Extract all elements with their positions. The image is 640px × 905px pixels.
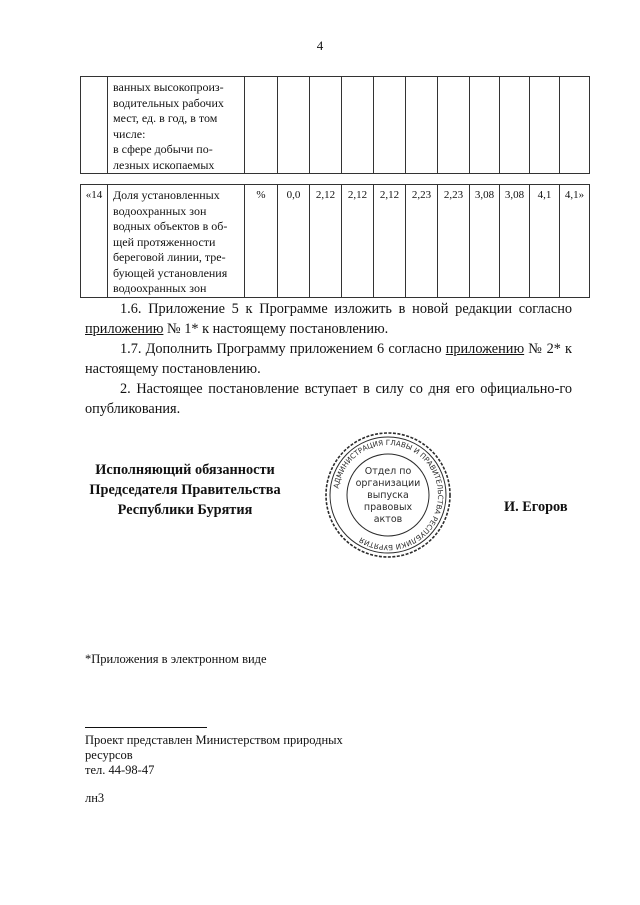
table-row (81, 185, 590, 298)
official-stamp (323, 430, 453, 560)
footer-project-line: Проект представлен Министерством природных (85, 733, 343, 747)
signature-title-line: Председателя Правительства (89, 482, 281, 498)
stamp-line: актов (373, 514, 403, 525)
signature-title-line: Исполняющий обязанности (95, 462, 275, 478)
value-cell: 2,12 (374, 185, 406, 298)
footer-project-line: ресурсов (85, 748, 133, 762)
signatory-name: И. Егоров (504, 499, 568, 515)
paragraph-1-7: 1.7. Дополнить Программу приложением 6 согласно приложению № 2* к настоящему постановлению. (85, 341, 573, 377)
stamp-line: правовых (363, 502, 413, 513)
stamp-line: выпуска (367, 490, 409, 501)
value-cell: 2,23 (438, 185, 470, 298)
row-number: «14 (81, 185, 108, 298)
unit-cell: % (245, 185, 278, 298)
stamp-line: Отдел по (364, 466, 412, 477)
value-cell: 4,1 (530, 185, 560, 298)
table-row (81, 77, 590, 174)
stamp-ring-text: АДМИНИСТРАЦИЯ ГЛАВЫ И ПРАВИТЕЛЬСТВА РЕСПУБЛИКИ БУРЯТИЯ (331, 437, 446, 553)
footer-phone: тел. 44-98-47 (85, 763, 155, 777)
footer-block (85, 733, 343, 778)
row-description: Доля установленных водоохранных зон водных объектов в об- щей протяженности береговой линии, тре- бующей установления водоохранных зон (113, 188, 228, 295)
row-description: ванных высокопроиз- водительных рабочих мест, ед. в год, в том числе: в сфере добычи по- лезных ископаемых (113, 80, 224, 172)
signature-title-line: Республики Бурятия (117, 502, 253, 518)
value-cell: 0,0 (278, 185, 310, 298)
page-number: 4 (316, 38, 324, 53)
value-cell: 4,1» (560, 185, 590, 298)
table-continuation (80, 76, 590, 174)
footer-divider (85, 727, 207, 728)
body-text (85, 299, 572, 419)
value-cell: 2,12 (342, 185, 374, 298)
paragraph-1-6: 1.6. Приложение 5 к Программе изложить в новой редакции согласно приложению № 1* к настоящему постановлению. (85, 301, 572, 337)
value-cell: 3,08 (500, 185, 530, 298)
appendix-2-link[interactable]: приложению (445, 341, 525, 357)
value-cell: 2,12 (310, 185, 342, 298)
paragraph-2: 2. Настоящее постановление вступает в силу со дня его официально-го опубликования. (85, 381, 572, 417)
value-cell: 2,23 (406, 185, 438, 298)
appendix-1-link[interactable]: приложению (85, 321, 164, 337)
table-indicators (80, 184, 590, 298)
value-cell: 3,08 (470, 185, 500, 298)
footer-code: лн3 (85, 791, 105, 805)
footnote: *Приложения в электронном виде (85, 652, 267, 666)
signature-block (85, 460, 285, 520)
stamp-line: организации (355, 478, 421, 489)
